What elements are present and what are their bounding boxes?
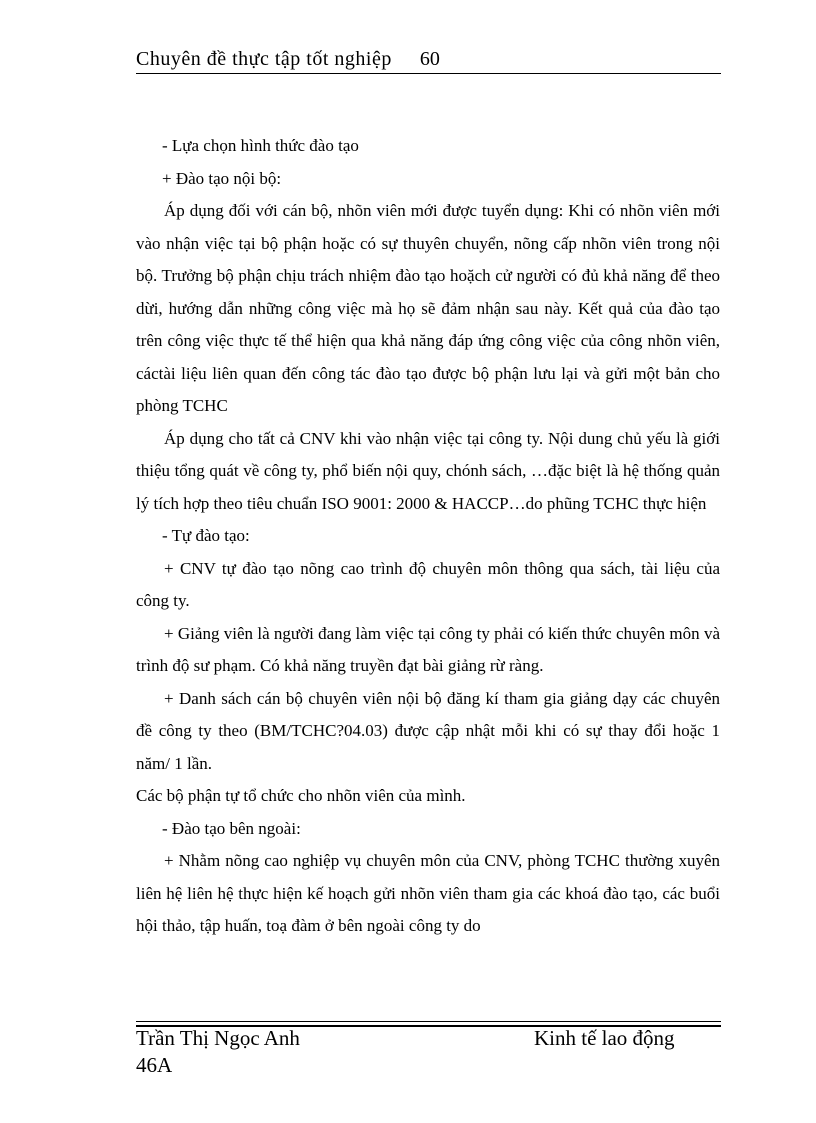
paragraph: - Đào tạo bên ngoài: <box>162 818 301 838</box>
paragraph: - Tự đào tạo: <box>162 526 250 545</box>
paragraph: + Đào tạo nội bộ: <box>162 168 282 188</box>
footer-divider <box>136 1021 721 1022</box>
paragraph: Các bộ phận tự tổ chức cho nhõn viên của mình. <box>136 786 466 805</box>
paragraph: + Giảng viên là người đang làm việc tại công ty phải có kiến thức chuyên môn và trình độ sư phạm. Có khả năng truyền đạt bài giảng rừ ràng. <box>136 623 720 675</box>
paragraph: + Nhằm nõng cao nghiệp vụ chuyên môn của CNV, phòng TCHC thường xuyên liên hệ liên hệ thực hiện kế hoạch gửi nhõn viên tham gia các khoá đào tạo, các buổi hội thảo, tập huấn, toạ đàm ở bên ngoài công ty do <box>136 851 720 935</box>
paragraph: Áp dụng đối với cán bộ, nhõn viên mới được tuyển dụng: Khi có nhõn viên mới vào nhận việc tại bộ phận hoặc có sự thuyên chuyển, nõng cấp nhõn viên trong nội bộ. Trưởng bộ phận chịu trách nhiệm đào tạo hoặch cử người có đủ khả năng để theo dừi, hướng dẫn những công việc mà họ sẽ đảm nhận sau này. Kết quả của đào tạo trên công việc thực tế thể hiện qua khả năng đáp ứng công việc của công nhõn viên, cáctài liệu liên quan đến công tác đào tạo được bộ phận lưu lại và gửi một bản cho phòng TCHC <box>136 201 720 415</box>
paragraph: + Danh sách cán bộ chuyên viên nội bộ đăng kí tham gia giảng dạy các chuyên đề công ty theo (BM/TCHC?04.03) được cập nhật mỗi khi có sự thay đổi hoặc 1 năm/ 1 lần. <box>136 688 720 773</box>
header-divider <box>136 73 721 74</box>
header-title: Chuyên đề thực tập tốt nghiệp <box>136 48 392 70</box>
footer-class: 46A <box>136 1053 173 1077</box>
paragraph: + CNV tự đào tạo nõng cao trình độ chuyên môn thông qua sách, tài liệu của công ty. <box>136 558 720 610</box>
paragraph: - Lựa chọn hình thức đào tạo <box>162 136 359 155</box>
page-number: 60 <box>419 48 440 70</box>
footer-author: Trần Thị Ngọc Anh <box>136 1026 300 1050</box>
document-body <box>136 130 720 943</box>
page-header <box>136 48 721 71</box>
paragraph: Áp dụng cho tất cả CNV khi vào nhận việc tại công ty. Nội dung chủ yếu là giới thiệu tổng quát về công ty, phổ biến nội quy, chónh sách, …đặc biệt là hệ thống quản lý tích hợp theo tiêu chuẩn ISO 9001: 2000 & HACCP…do phũng TCHC thực hiện <box>136 428 720 513</box>
footer-department: Kinh tế lao động <box>534 1026 675 1050</box>
